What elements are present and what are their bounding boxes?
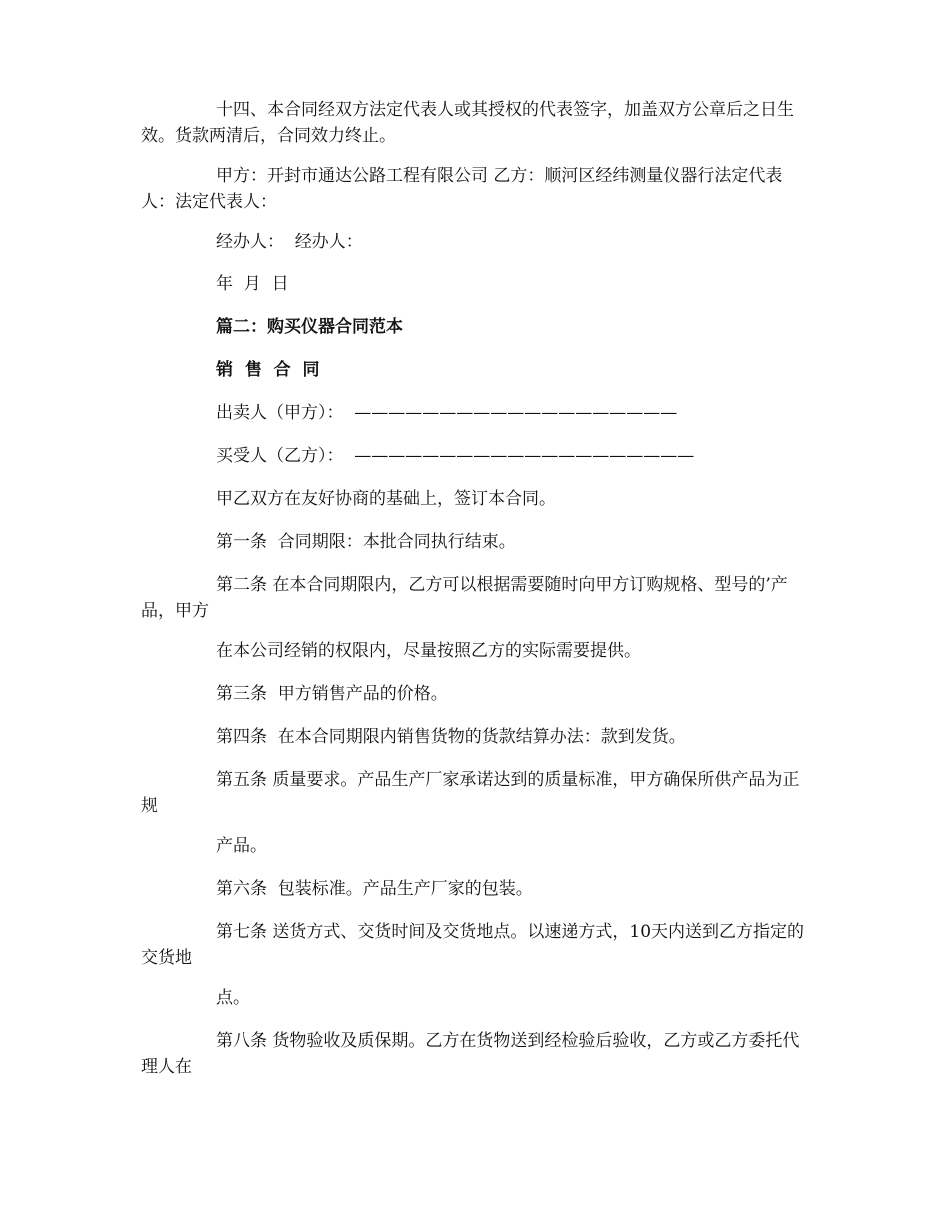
section-heading: 篇二：购买仪器合同范本 [216, 317, 403, 337]
article-four: 第四条 在本合同期限内销售货物的货款结算办法：款到发货。 [216, 727, 686, 747]
article-five-continued: 产品。 [216, 836, 267, 856]
buyer-line: 买受人（乙方）： ———————————————————— [216, 446, 695, 466]
article-six: 第六条 包装标准。产品生产厂家的包装。 [216, 879, 533, 899]
article-two: 第二条 在本合同期限内，乙方可以根据需要随时向甲方订购规格、型号的’产品，甲方 [141, 575, 788, 621]
party-signature-line: 甲方：开封市通达公路工程有限公司 乙方：顺河区经纬测量仪器行法定代表人：法定代表人： [141, 166, 783, 212]
article-two-continued: 在本公司经销的权限内，尽量按照乙方的实际需要提供。 [216, 641, 641, 661]
article-seven: 第七条 送货方式、交货时间及交货地点。以速递方式，10天内送到乙方指定的交货地 [141, 922, 805, 968]
contract-title: 销 售 合 同 [216, 360, 320, 380]
article-seven-continued: 点。 [216, 988, 250, 1008]
article-five: 第五条 质量要求。产品生产厂家承诺达到的质量标准，甲方确保所供产品为正规 [141, 770, 800, 816]
article-eight: 第八条 货物验收及质保期。乙方在货物送到经检验后验收，乙方或乙方委托代理人在 [141, 1031, 800, 1077]
article-one: 第一条 合同期限：本批合同执行结束。 [216, 532, 516, 552]
clause-fourteen: 十四、本合同经双方法定代表人或其授权的代表签字，加盖双方公章后之日生效。货款两清后，合同效力终止。 [141, 100, 794, 146]
intro-line: 甲乙双方在友好协商的基础上，签订本合同。 [216, 489, 556, 509]
article-three: 第三条 甲方销售产品的价格。 [216, 684, 448, 704]
seller-line: 出卖人（甲方）： ——————————————————— [216, 403, 678, 423]
date-line: 年 月 日 [216, 274, 289, 294]
handler-line: 经办人： 经办人： [216, 232, 363, 252]
